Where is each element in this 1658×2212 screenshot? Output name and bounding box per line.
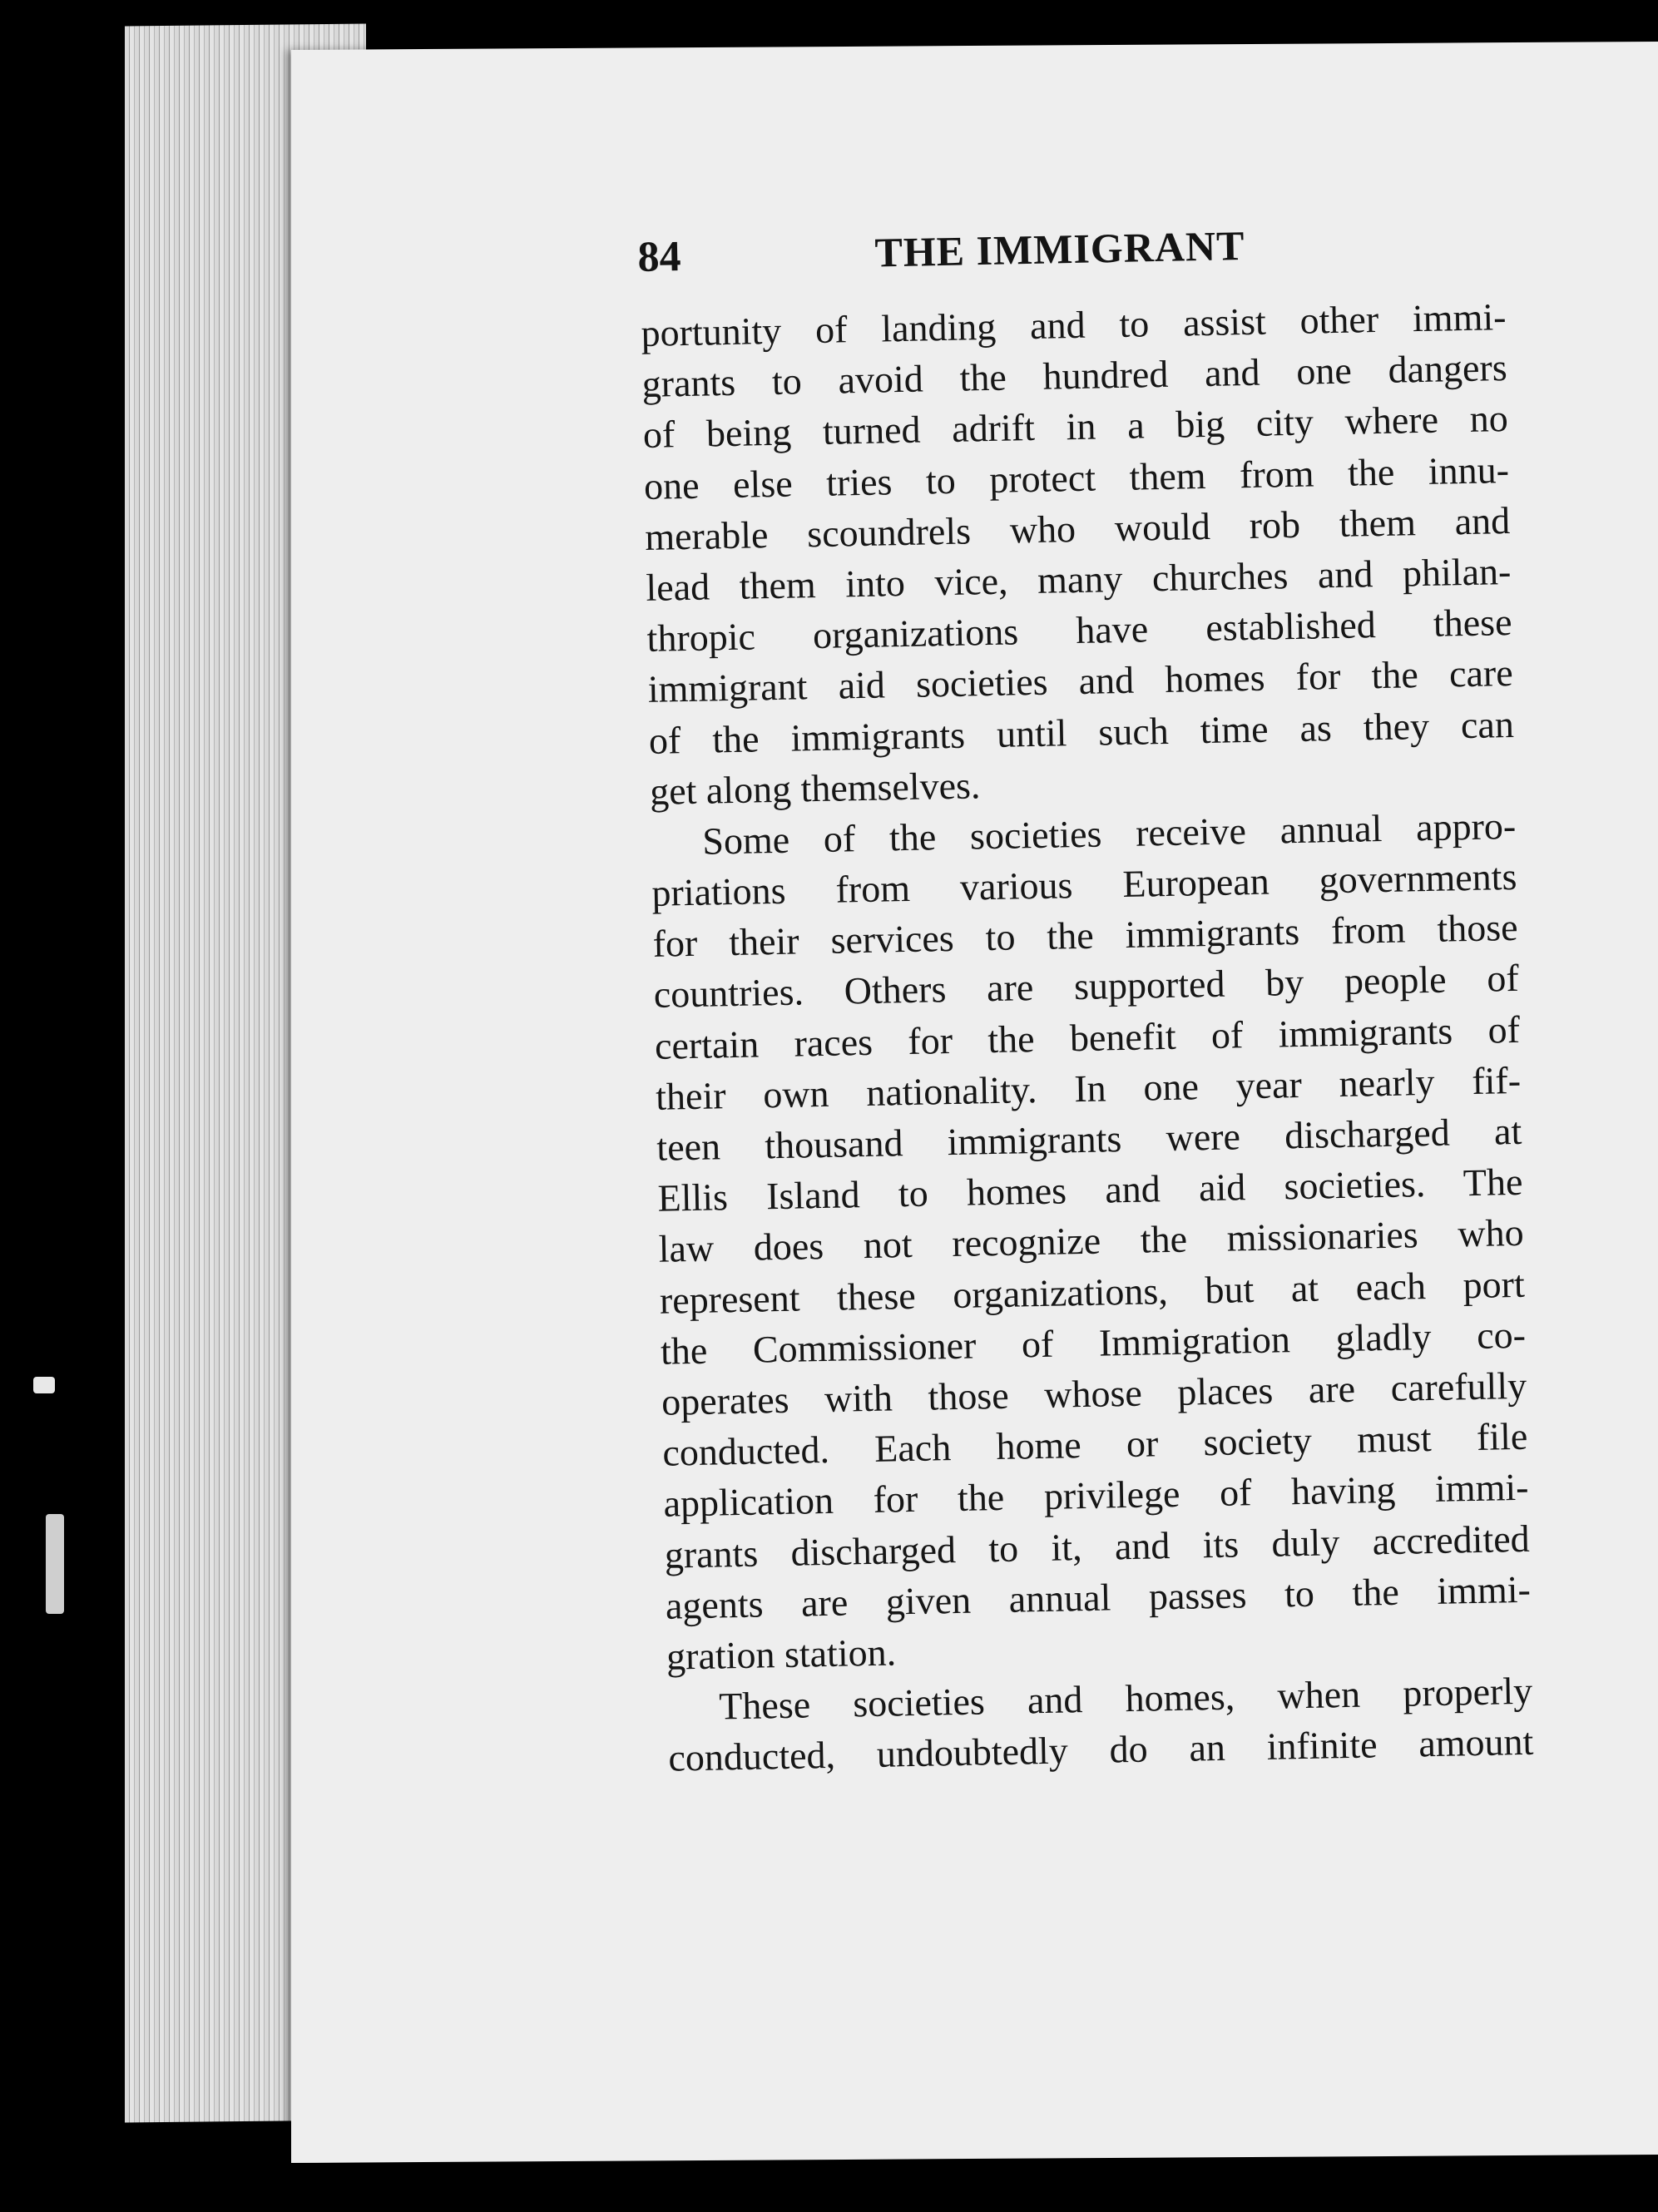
text-line: one else tries to protect them from the innu- <box>643 448 1510 507</box>
text-line: merable scoundrels who would rob them and <box>644 498 1511 558</box>
text-line: application for the privilege of having immi- <box>663 1466 1529 1526</box>
text-line: their own nationality. In one year nearly fif- <box>655 1058 1522 1118</box>
text-line: of being turned adrift in a big city where no <box>642 397 1509 457</box>
text-line: certain races for the benefit of immigrants of <box>654 1007 1521 1067</box>
text-line: Ellis Island to homes and aid societies. The <box>657 1160 1523 1220</box>
text-line: grants discharged to it, and its duly accredited <box>664 1517 1531 1576</box>
text-line: the Commissioner of Immigration gladly co- <box>660 1313 1527 1373</box>
margin-mark <box>46 1514 64 1614</box>
text-line: conducted, undoubtedly do an infinite amount <box>667 1720 1534 1779</box>
text-line: operates with those whose places are carefully <box>661 1363 1527 1423</box>
text-line: for their services to the immigrants from those <box>652 906 1518 966</box>
text-line: thropic organizations have established these <box>646 601 1512 661</box>
text-line: countries. Others are supported by people of <box>653 957 1520 1017</box>
page-header <box>637 220 1270 299</box>
running-head: THE IMMIGRANT <box>874 221 1245 276</box>
text-line: get along themselves. <box>649 763 981 813</box>
text-line: law does not recognize the missionaries who <box>658 1211 1525 1271</box>
text-line: gration station. <box>666 1631 897 1678</box>
text-line: lead them into vice, many churches and philan- <box>645 549 1512 609</box>
text-line: teen thousand immigrants were discharged at <box>656 1109 1522 1169</box>
text-line: Some of the societies receive annual appro- <box>701 804 1517 863</box>
text-line: conducted. Each home or society must file <box>661 1414 1528 1474</box>
text-line: portunity of landing and to assist other immi- <box>641 295 1507 354</box>
text-line: grants to avoid the hundred and one dangers <box>641 346 1508 406</box>
text-line: These societies and homes, when properly <box>718 1669 1533 1728</box>
page-number: 84 <box>637 233 682 281</box>
text-line: priations from various European governments <box>651 854 1517 914</box>
text-line: of the immigrants until such time as they can <box>648 702 1515 762</box>
margin-mark <box>33 1377 55 1393</box>
text-line: immigrant aid societies and homes for the care <box>647 651 1514 711</box>
text-line: represent these organizations, but at each port <box>659 1262 1526 1322</box>
text-line: agents are given annual passes to the immi- <box>665 1567 1532 1627</box>
body-text <box>641 291 1534 1784</box>
